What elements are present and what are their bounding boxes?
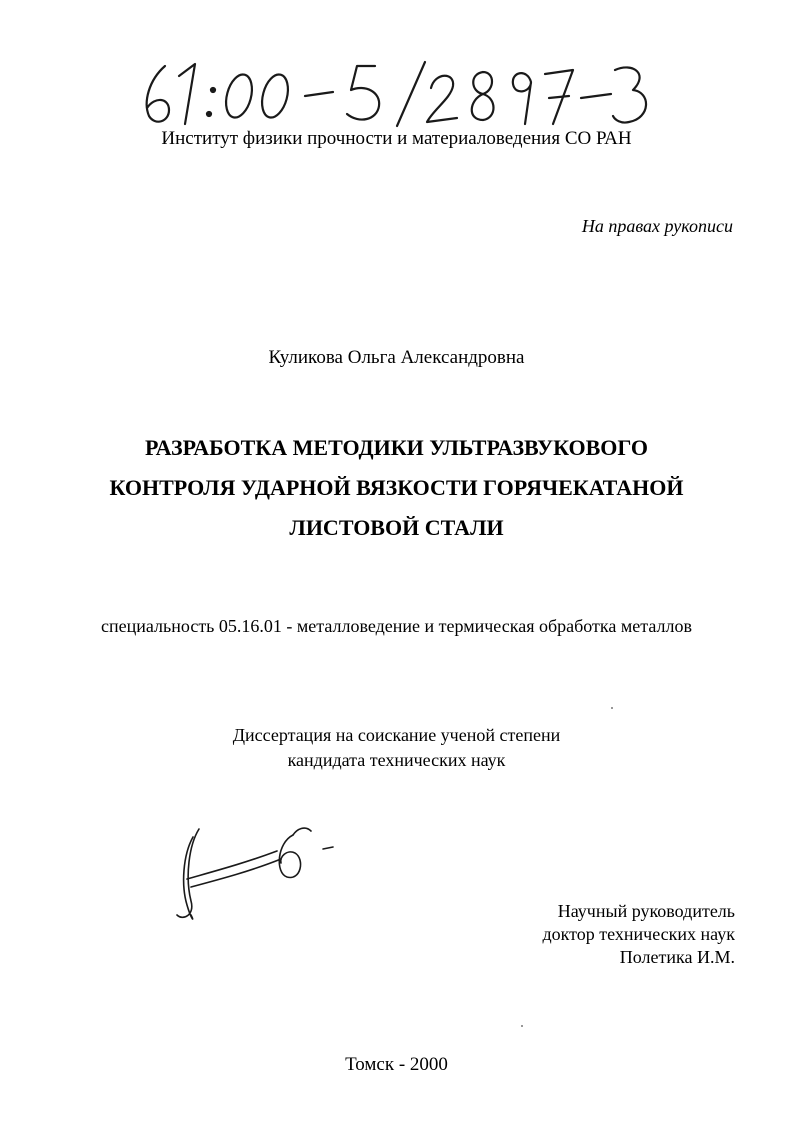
title-line: ЛИСТОВОЙ СТАЛИ [289,515,504,540]
rights-note: На правах рукописи [581,216,733,236]
supervisor-block [543,900,736,969]
title-line: КОНТРОЛЯ УДАРНОЙ ВЯЗКОСТИ ГОРЯЧЕКАТАНОЙ [109,475,684,500]
scan-speck [611,707,613,709]
degree-line: кандидата технических наук [287,750,506,770]
supervisor-name: Полетика И.М. [619,947,735,967]
institute-name: Институт физики прочности и материаловедения СО РАН [161,128,632,149]
degree-line: Диссертация на соискание ученой степени [232,725,561,745]
signature-drawing [165,815,355,930]
specialty-line: специальность 05.16.01 - металловедение и термическая обработка металлов [101,616,692,636]
degree-statement [0,723,793,773]
dissertation-title [0,428,793,548]
scan-speck [521,1025,523,1027]
handwritten-signature [165,815,355,930]
supervisor-degree: доктор технических наук [542,924,735,944]
title-line: РАЗРАБОТКА МЕТОДИКИ УЛЬТРАЗВУКОВОГО [145,435,648,460]
author-name: Куликова Ольга Александровна [268,347,525,368]
handwritten-archive-code [135,52,655,132]
city-year: Томск - 2000 [345,1054,448,1075]
supervisor-role: Научный руководитель [557,901,735,921]
handwritten-archive-code-drawing [135,52,655,132]
